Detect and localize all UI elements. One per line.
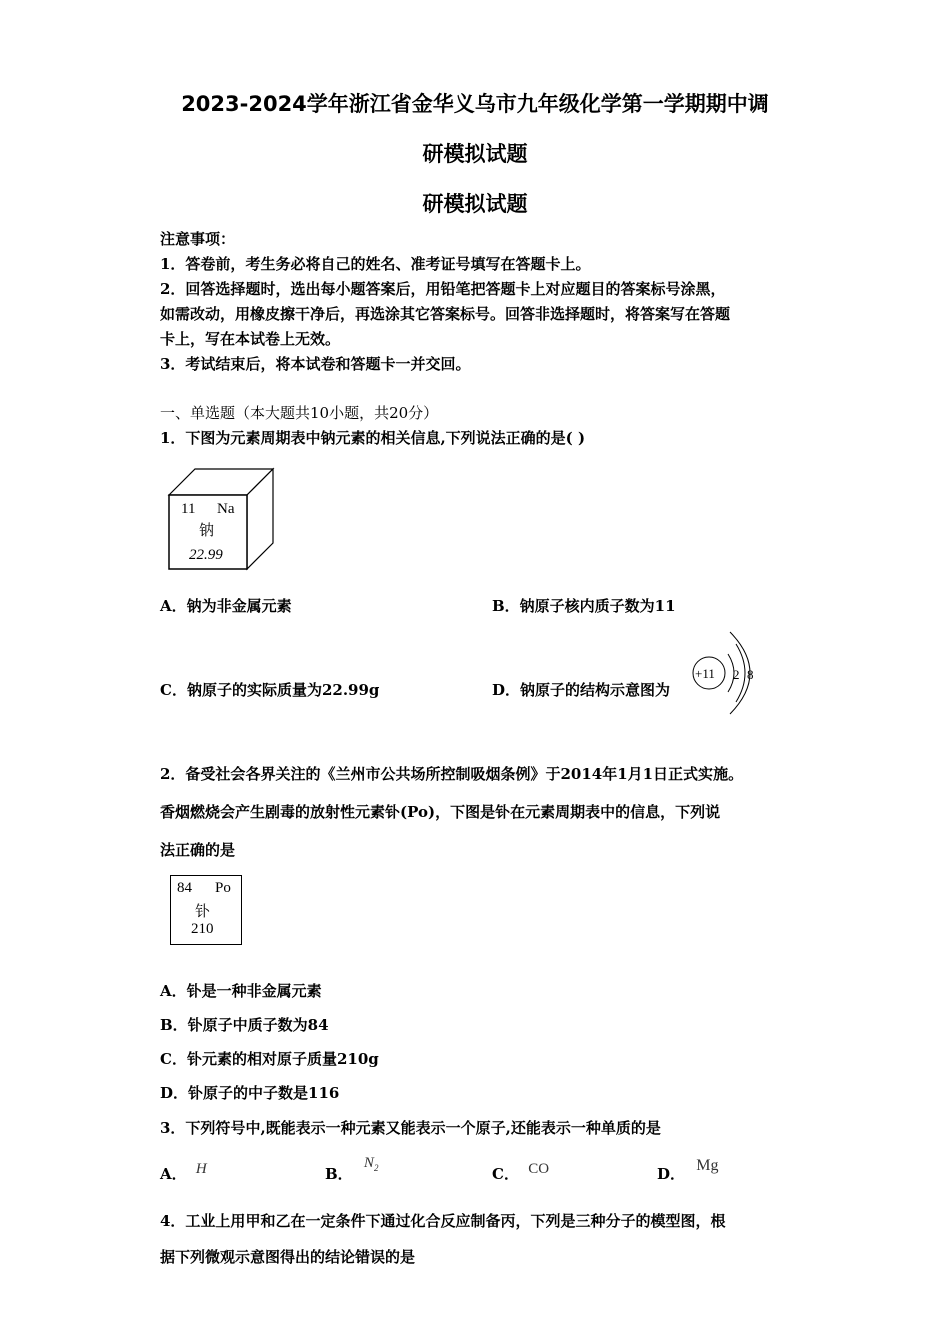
q3-option-b-symbol-main: N [363,1155,374,1171]
q1-option-a[interactable]: A．钠为非金属元素 [160,597,292,615]
q2-stem-line2: 香烟燃烧会产生剧毒的放射性元素钋(Po)，下图是钋在元素周期表中的信息，下列说 [160,803,721,821]
q4-stem-line2: 据下列微观示意图得出的结论错误的是 [160,1248,416,1266]
q3-option-a[interactable] [160,1163,207,1184]
q3-option-b-label: B． [325,1165,353,1183]
q2-stem-line1: 2．备受社会各界关注的《兰州市公共场所控制吸烟条例》于2014年1月1日正式实施。 [160,765,744,783]
q3-option-c-symbol: CO [528,1161,550,1177]
section-heading: 一、单选题（本大题共10小题，共20分） [160,404,439,422]
notice-item-3: 3．考试结束后，将本试卷和答题卡一并交回。 [160,355,471,373]
q2-card-mass: 210 [191,921,214,937]
q2-option-d[interactable]: D．钋原子的中子数是116 [160,1084,340,1102]
q3-option-b-subscript: 2 [373,1163,379,1173]
q2-card-symbol: Po [215,880,231,896]
q1-stem: 1．下图为元素周期表中钠元素的相关信息,下列说法正确的是( ) [160,429,586,447]
notice-heading: 注意事项： [160,230,236,248]
q2-option-a[interactable]: A．钋是一种非金属元素 [160,982,322,1000]
q1-card-number: 11 [181,501,196,517]
q1-card-symbol: Na [217,501,235,517]
q1-option-d[interactable]: D．钠原子的结构示意图为 [492,681,671,699]
q1-option-c[interactable]: C．钠原子的实际质量为22.99g [160,681,380,699]
doc-title-line2: 研模拟试题 [422,142,528,166]
q1-shell1-electrons: 2 [733,667,740,682]
doc-title-line1: 2023-2024学年浙江省金华义乌市九年级化学第一学期期中调 [181,92,769,116]
q3-option-a-label: A． [160,1165,187,1183]
q3-option-c[interactable] [492,1163,549,1184]
q3-option-c-label: C． [492,1165,519,1183]
notice-item-2-line3: 卡上，写在本试卷上无效。 [160,330,341,348]
doc-title-line3: 研模拟试题 [422,192,528,216]
q3-option-a-symbol: H [195,1161,207,1177]
q3-stem: 3．下列符号中,既能表示一种元素又能表示一个原子,还能表示一种单质的是 [160,1119,661,1137]
notice-item-2-line2: 如需改动，用橡皮擦干净后，再选涂其它答案标号。回答非选择题时，将答案写在答题 [160,305,731,323]
q2-card-number: 84 [177,880,192,896]
q2-element-card [170,875,242,945]
q2-option-c[interactable]: C．钋元素的相对原子质量210g [160,1050,379,1068]
q3-option-b[interactable] [325,1155,379,1185]
notice-item-1: 1．答卷前，考生务必将自己的姓名、准考证号填写在答题卡上。 [160,255,591,273]
q3-option-d-symbol: Mg [696,1157,719,1174]
q1-element-card [165,465,277,573]
q1-option-b[interactable]: B．钠原子核内质子数为11 [492,597,676,615]
q4-stem-line1: 4．工业上用甲和乙在一定条件下通过化合反应制备丙，下列是三种分子的模型图，根 [160,1212,726,1230]
q3-option-b-symbol [364,1155,379,1171]
q2-stem-line3: 法正确的是 [160,841,236,859]
q1-atom-structure-diagram [688,630,768,716]
q1-shell2-electrons: 8 [747,667,754,682]
q3-option-d[interactable] [657,1157,719,1184]
q2-card-name: 钋 [195,904,211,920]
q1-nucleus-label: +11 [695,666,715,681]
q1-card-mass: 22.99 [189,547,223,563]
q3-option-d-label: D． [657,1165,686,1183]
notice-item-2-line1: 2．回答选择题时，选出每小题答案后，用铅笔把答题卡上对应题目的答案标号涂黑， [160,280,726,298]
q2-option-b[interactable]: B．钋原子中质子数为84 [160,1016,329,1034]
q1-card-name: 钠 [199,523,215,539]
